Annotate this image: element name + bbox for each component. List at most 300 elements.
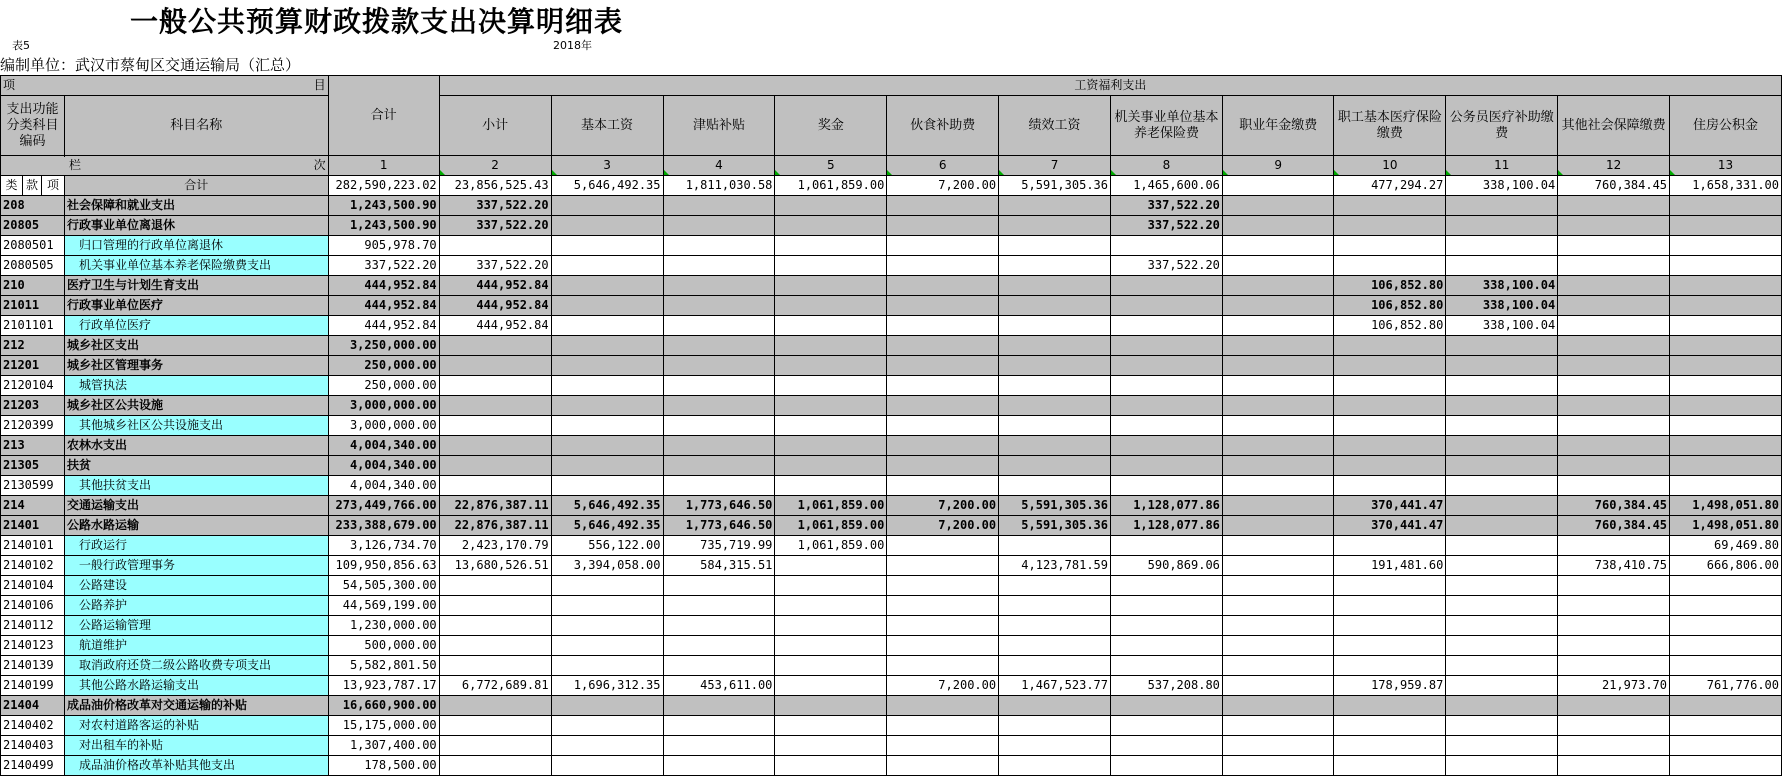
amount-cell xyxy=(663,456,775,476)
amount-cell xyxy=(1111,436,1223,456)
amount-cell xyxy=(1558,376,1670,396)
amount-cell xyxy=(775,716,887,736)
amount-cell: 7,200.00 xyxy=(887,676,999,696)
amount-cell xyxy=(887,696,999,716)
amount-cell xyxy=(551,596,663,616)
subject-code: 2101101 xyxy=(1,316,65,336)
amount-cell: 1,467,523.77 xyxy=(999,676,1111,696)
amount-cell xyxy=(439,336,551,356)
subject-code: 2080501 xyxy=(1,236,65,256)
amount-cell xyxy=(1558,476,1670,496)
total-amount-cell: 178,500.00 xyxy=(328,756,439,776)
amount-cell xyxy=(1446,696,1558,716)
total-amount-cell: 1,243,500.90 xyxy=(328,196,439,216)
subject-code: 21401 xyxy=(1,516,65,536)
amount-cell: 338,100.04 xyxy=(1446,276,1558,296)
subject-code: 2140102 xyxy=(1,556,65,576)
table-row xyxy=(1,756,1782,776)
amount-cell: 370,441.47 xyxy=(1334,516,1446,536)
amount-cell xyxy=(1446,756,1558,776)
amount-cell xyxy=(887,236,999,256)
subject-code: 208 xyxy=(1,196,65,216)
column-number-row xyxy=(1,156,1782,176)
amount-cell xyxy=(999,436,1111,456)
subject-code: 2140112 xyxy=(1,616,65,636)
amount-cell: 477,294.27 xyxy=(1334,176,1446,196)
amount-cell xyxy=(1222,296,1334,316)
amount-cell xyxy=(551,696,663,716)
amount-cell xyxy=(551,316,663,336)
total-amount-cell: 337,522.20 xyxy=(328,256,439,276)
amount-cell xyxy=(999,636,1111,656)
amount-cell: 1,696,312.35 xyxy=(551,676,663,696)
amount-cell: 338,100.04 xyxy=(1446,316,1558,336)
amount-cell xyxy=(439,236,551,256)
amount-cell xyxy=(1670,436,1782,456)
table-row xyxy=(1,656,1782,676)
amount-cell: 1,811,030.58 xyxy=(663,176,775,196)
amount-cell: 453,611.00 xyxy=(663,676,775,696)
amount-cell xyxy=(1334,236,1446,256)
col-number: 6 xyxy=(887,156,999,176)
table-row xyxy=(1,416,1782,436)
amount-cell xyxy=(1222,176,1334,196)
amount-cell xyxy=(1446,416,1558,436)
amount-cell xyxy=(1446,196,1558,216)
amount-cell xyxy=(1558,616,1670,636)
xiang-mu-header xyxy=(1,76,329,96)
table-row xyxy=(1,616,1782,636)
amount-cell xyxy=(1670,456,1782,476)
amount-cell xyxy=(1446,396,1558,416)
subject-name: 取消政府还贷二级公路收费专项支出 xyxy=(64,656,328,676)
subject-name: 城乡社区公共设施 xyxy=(64,396,328,416)
subject-name: 行政运行 xyxy=(64,536,328,556)
amount-cell: 760,384.45 xyxy=(1558,176,1670,196)
col-number: 10 xyxy=(1334,156,1446,176)
amount-cell xyxy=(1670,336,1782,356)
subject-code: 2130599 xyxy=(1,476,65,496)
amount-cell xyxy=(1111,376,1223,396)
amount-cell xyxy=(887,596,999,616)
amount-cell xyxy=(999,336,1111,356)
amount-cell xyxy=(775,436,887,456)
amount-cell: 3,394,058.00 xyxy=(551,556,663,576)
amount-cell xyxy=(775,636,887,656)
col-number: 8 xyxy=(1111,156,1223,176)
amount-cell xyxy=(999,236,1111,256)
amount-cell xyxy=(775,756,887,776)
amount-cell xyxy=(1558,416,1670,436)
amount-cell: 1,773,646.50 xyxy=(663,496,775,516)
amount-cell: 5,591,305.36 xyxy=(999,516,1111,536)
col-bonus-header: 奖金 xyxy=(775,96,887,156)
amount-cell xyxy=(439,656,551,676)
col-number: 5 xyxy=(775,156,887,176)
amount-cell xyxy=(551,276,663,296)
amount-cell: 666,806.00 xyxy=(1670,556,1782,576)
amount-cell xyxy=(551,756,663,776)
amount-cell xyxy=(1111,536,1223,556)
lan-ci-cell xyxy=(1,156,329,176)
amount-cell xyxy=(999,476,1111,496)
amount-cell: 5,646,492.35 xyxy=(551,496,663,516)
amount-cell xyxy=(1334,696,1446,716)
amount-cell xyxy=(551,476,663,496)
amount-cell xyxy=(439,696,551,716)
amount-cell xyxy=(999,276,1111,296)
amount-cell xyxy=(551,336,663,356)
amount-cell: 1,128,077.86 xyxy=(1111,496,1223,516)
amount-cell xyxy=(999,256,1111,276)
table-row xyxy=(1,376,1782,396)
amount-cell xyxy=(551,656,663,676)
table-row xyxy=(1,256,1782,276)
amount-cell: 370,441.47 xyxy=(1334,496,1446,516)
amount-cell xyxy=(775,216,887,236)
amount-cell xyxy=(1111,656,1223,676)
total-amount-cell: 3,250,000.00 xyxy=(328,336,439,356)
amount-cell xyxy=(551,416,663,436)
amount-cell xyxy=(1222,456,1334,476)
amount-cell xyxy=(1558,536,1670,556)
amount-cell xyxy=(999,756,1111,776)
amount-cell xyxy=(775,336,887,356)
amount-cell: 7,200.00 xyxy=(887,516,999,536)
amount-cell xyxy=(663,596,775,616)
amount-cell xyxy=(887,376,999,396)
table-row xyxy=(1,596,1782,616)
total-amount-cell: 44,569,199.00 xyxy=(328,596,439,616)
subject-name: 一般行政管理事务 xyxy=(64,556,328,576)
table-row xyxy=(1,216,1782,236)
amount-cell xyxy=(1558,396,1670,416)
subject-name: 扶贫 xyxy=(64,456,328,476)
col-performance-pay-header: 绩效工资 xyxy=(999,96,1111,156)
amount-cell xyxy=(1558,196,1670,216)
subject-code: 2120104 xyxy=(1,376,65,396)
subject-name: 成品油价格改革补贴其他支出 xyxy=(64,756,328,776)
amount-cell xyxy=(551,616,663,636)
amount-cell xyxy=(1558,636,1670,656)
amount-cell xyxy=(999,716,1111,736)
ci-label: 次 xyxy=(313,158,326,172)
amount-cell xyxy=(775,356,887,376)
amount-cell xyxy=(1670,396,1782,416)
amount-cell xyxy=(1222,736,1334,756)
amount-cell xyxy=(1670,656,1782,676)
col-other-social-security-header: 其他社会保障缴费 xyxy=(1558,96,1670,156)
amount-cell: 106,852.80 xyxy=(1334,276,1446,296)
amount-cell: 191,481.60 xyxy=(1334,556,1446,576)
amount-cell xyxy=(551,716,663,736)
amount-cell: 69,469.80 xyxy=(1670,536,1782,556)
amount-cell xyxy=(1222,376,1334,396)
amount-cell xyxy=(1670,416,1782,436)
amount-cell xyxy=(887,616,999,636)
amount-cell xyxy=(887,576,999,596)
table-row xyxy=(1,296,1782,316)
total-amount-cell: 13,923,787.17 xyxy=(328,676,439,696)
amount-cell xyxy=(1334,336,1446,356)
amount-cell xyxy=(1446,376,1558,396)
table-row xyxy=(1,576,1782,596)
amount-cell xyxy=(1670,476,1782,496)
subject-name: 其他城乡社区公共设施支出 xyxy=(64,416,328,436)
amount-cell xyxy=(1111,276,1223,296)
reporting-unit: 编制单位：武汉市蔡甸区交通运输局（汇总） xyxy=(0,56,301,74)
total-amount-cell: 444,952.84 xyxy=(328,296,439,316)
amount-cell xyxy=(663,736,775,756)
total-amount-cell: 54,505,300.00 xyxy=(328,576,439,596)
subject-name: 机关事业单位基本养老保险缴费支出 xyxy=(64,256,328,276)
amount-cell: 444,952.84 xyxy=(439,316,551,336)
total-amount-cell: 273,449,766.00 xyxy=(328,496,439,516)
col-annuity-header: 职业年金缴费 xyxy=(1222,96,1334,156)
subject-name: 社会保障和就业支出 xyxy=(64,196,328,216)
total-amount-cell: 250,000.00 xyxy=(328,356,439,376)
amount-cell xyxy=(1334,616,1446,636)
amount-cell xyxy=(439,616,551,636)
amount-cell xyxy=(1558,216,1670,236)
amount-cell: 760,384.45 xyxy=(1558,496,1670,516)
amount-cell xyxy=(1111,296,1223,316)
amount-cell xyxy=(775,196,887,216)
subject-name: 成品油价格改革对交通运输的补贴 xyxy=(64,696,328,716)
amount-cell xyxy=(887,336,999,356)
amount-cell xyxy=(551,296,663,316)
amount-cell xyxy=(663,236,775,256)
amount-cell xyxy=(1222,356,1334,376)
amount-cell xyxy=(999,696,1111,716)
amount-cell xyxy=(1222,416,1334,436)
subject-name: 航道维护 xyxy=(64,636,328,656)
amount-cell xyxy=(1334,736,1446,756)
name-header: 科目名称 xyxy=(64,96,328,156)
amount-cell xyxy=(999,536,1111,556)
amount-cell xyxy=(1446,216,1558,236)
amount-cell: 2,423,170.79 xyxy=(439,536,551,556)
amount-cell xyxy=(999,596,1111,616)
amount-cell xyxy=(551,236,663,256)
amount-cell xyxy=(1558,736,1670,756)
col-basic-salary-header: 基本工资 xyxy=(551,96,663,156)
amount-cell xyxy=(1222,516,1334,536)
amount-cell xyxy=(775,236,887,256)
amount-cell xyxy=(887,536,999,556)
amount-cell xyxy=(1670,256,1782,276)
amount-cell xyxy=(999,196,1111,216)
subject-code: 21203 xyxy=(1,396,65,416)
amount-cell: 23,856,525.43 xyxy=(439,176,551,196)
total-amount-cell: 4,004,340.00 xyxy=(328,436,439,456)
total-amount-cell: 444,952.84 xyxy=(328,316,439,336)
amount-cell xyxy=(999,316,1111,336)
amount-cell: 1,061,859.00 xyxy=(775,536,887,556)
amount-cell xyxy=(887,256,999,276)
report-year: 2018年 xyxy=(553,39,592,52)
subject-name: 农林水支出 xyxy=(64,436,328,456)
amount-cell xyxy=(1334,376,1446,396)
amount-cell xyxy=(1670,216,1782,236)
table-row xyxy=(1,716,1782,736)
col-meal-subsidy-header: 伙食补助费 xyxy=(887,96,999,156)
amount-cell xyxy=(887,736,999,756)
lan-label: 栏 xyxy=(69,158,82,172)
col-number: 7 xyxy=(999,156,1111,176)
amount-cell xyxy=(663,296,775,316)
amount-cell xyxy=(1558,436,1670,456)
subject-code: 21201 xyxy=(1,356,65,376)
amount-cell xyxy=(775,376,887,396)
amount-cell xyxy=(1222,716,1334,736)
table-row xyxy=(1,356,1782,376)
amount-cell xyxy=(1222,636,1334,656)
col-housing-fund-header: 住房公积金 xyxy=(1670,96,1782,156)
amount-cell xyxy=(887,416,999,436)
amount-cell xyxy=(1446,716,1558,736)
subject-code: 2120399 xyxy=(1,416,65,436)
amount-cell xyxy=(663,256,775,276)
amount-cell xyxy=(887,756,999,776)
subject-code: 2140104 xyxy=(1,576,65,596)
amount-cell: 735,719.99 xyxy=(663,536,775,556)
table-row xyxy=(1,676,1782,696)
amount-cell xyxy=(775,736,887,756)
amount-cell: 537,208.80 xyxy=(1111,676,1223,696)
amount-cell xyxy=(1334,756,1446,776)
amount-cell: 337,522.20 xyxy=(439,196,551,216)
amount-cell xyxy=(775,416,887,436)
amount-cell xyxy=(1222,656,1334,676)
total-amount-cell: 905,978.70 xyxy=(328,236,439,256)
subject-name: 归口管理的行政单位离退休 xyxy=(64,236,328,256)
table-row xyxy=(1,476,1782,496)
amount-cell xyxy=(999,356,1111,376)
subject-code: 2140403 xyxy=(1,736,65,756)
amount-cell: 761,776.00 xyxy=(1670,676,1782,696)
amount-cell xyxy=(663,336,775,356)
subject-code: 21305 xyxy=(1,456,65,476)
col-number: 9 xyxy=(1222,156,1334,176)
amount-cell xyxy=(663,436,775,456)
amount-cell xyxy=(1670,716,1782,736)
amount-cell: 590,869.06 xyxy=(1111,556,1223,576)
amount-cell xyxy=(1334,256,1446,276)
amount-cell xyxy=(1111,576,1223,596)
total-amount-cell: 500,000.00 xyxy=(328,636,439,656)
amount-cell xyxy=(551,636,663,656)
amount-cell xyxy=(775,256,887,276)
amount-cell xyxy=(887,476,999,496)
subject-name: 对出租车的补贴 xyxy=(64,736,328,756)
amount-cell xyxy=(1670,376,1782,396)
amount-cell: 556,122.00 xyxy=(551,536,663,556)
amount-cell xyxy=(999,736,1111,756)
col-number: 2 xyxy=(439,156,551,176)
subject-code: 2140139 xyxy=(1,656,65,676)
amount-cell xyxy=(663,316,775,336)
amount-cell xyxy=(439,596,551,616)
amount-cell xyxy=(887,196,999,216)
amount-cell xyxy=(1222,256,1334,276)
amount-cell xyxy=(551,356,663,376)
col-number: 3 xyxy=(551,156,663,176)
amount-cell xyxy=(1446,256,1558,276)
amount-cell xyxy=(663,616,775,636)
amount-cell: 1,498,051.80 xyxy=(1670,516,1782,536)
amount-cell: 1,658,331.00 xyxy=(1670,176,1782,196)
kuan-label: 款 xyxy=(22,176,41,196)
amount-cell xyxy=(439,416,551,436)
amount-cell xyxy=(1111,476,1223,496)
amount-cell xyxy=(1446,676,1558,696)
amount-cell xyxy=(1222,216,1334,236)
col-subtotal-header: 小计 xyxy=(439,96,551,156)
amount-cell xyxy=(775,676,887,696)
amount-cell xyxy=(1558,316,1670,336)
amount-cell: 4,123,781.59 xyxy=(999,556,1111,576)
amount-cell xyxy=(1670,276,1782,296)
amount-cell xyxy=(999,656,1111,676)
amount-cell xyxy=(887,556,999,576)
amount-cell xyxy=(439,356,551,376)
amount-cell xyxy=(551,456,663,476)
amount-cell xyxy=(1222,496,1334,516)
amount-cell xyxy=(887,436,999,456)
subject-code: 2140402 xyxy=(1,716,65,736)
amount-cell: 1,061,859.00 xyxy=(775,516,887,536)
amount-cell xyxy=(1111,456,1223,476)
amount-cell: 338,100.04 xyxy=(1446,296,1558,316)
amount-cell xyxy=(775,656,887,676)
amount-cell xyxy=(1222,436,1334,456)
amount-cell xyxy=(1558,576,1670,596)
amount-cell xyxy=(775,596,887,616)
amount-cell xyxy=(1558,356,1670,376)
amount-cell xyxy=(1334,436,1446,456)
amount-cell xyxy=(439,756,551,776)
amount-cell xyxy=(551,216,663,236)
amount-cell xyxy=(663,756,775,776)
amount-cell xyxy=(1222,316,1334,336)
amount-cell xyxy=(1334,416,1446,436)
amount-cell xyxy=(439,576,551,596)
total-amount-cell: 233,388,679.00 xyxy=(328,516,439,536)
expenditure-table xyxy=(0,75,1782,776)
col-number: 4 xyxy=(663,156,775,176)
amount-cell: 7,200.00 xyxy=(887,496,999,516)
amount-cell xyxy=(1670,236,1782,256)
amount-cell: 338,100.04 xyxy=(1446,176,1558,196)
amount-cell xyxy=(999,396,1111,416)
amount-cell xyxy=(439,376,551,396)
amount-cell xyxy=(999,216,1111,236)
total-amount-cell: 444,952.84 xyxy=(328,276,439,296)
subject-name: 公路水路运输 xyxy=(64,516,328,536)
amount-cell: 1,061,859.00 xyxy=(775,176,887,196)
subject-code: 2080505 xyxy=(1,256,65,276)
amount-cell xyxy=(439,436,551,456)
subject-code: 2140499 xyxy=(1,756,65,776)
col-number: 1 xyxy=(328,156,439,176)
amount-cell xyxy=(775,296,887,316)
amount-cell xyxy=(775,396,887,416)
subject-name: 对农村道路客运的补贴 xyxy=(64,716,328,736)
amount-cell xyxy=(1558,596,1670,616)
amount-cell xyxy=(1111,316,1223,336)
total-amount-cell: 3,126,734.70 xyxy=(328,536,439,556)
